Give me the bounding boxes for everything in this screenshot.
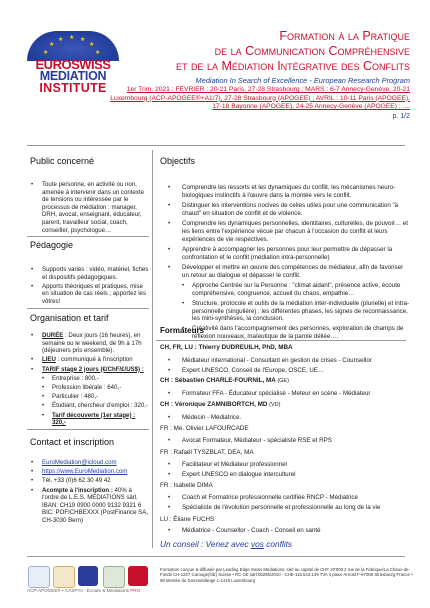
pedagogie-list bbox=[28, 266, 150, 307]
trainer-name: LU : Éliane FUCHS bbox=[160, 516, 215, 523]
logo-line-2: MEDIATION bbox=[39, 69, 107, 83]
section-divider bbox=[27, 429, 149, 430]
footer-divider bbox=[27, 556, 405, 557]
list-item: • Coach et Formatrice professionnelle certifiée RNCP - Médiatrice bbox=[160, 494, 410, 502]
trainer-name-text: CH : Sébastien CHARLE-FOURNIL, MA bbox=[160, 377, 276, 384]
website-link[interactable]: https://www.EuroMediation.com bbox=[42, 468, 128, 476]
public-list bbox=[28, 181, 150, 236]
trainer-canton: (VD) bbox=[269, 402, 281, 408]
objectifs-list bbox=[160, 184, 410, 343]
trainer-details bbox=[160, 437, 410, 447]
list-item: • Développer et mettre en œuvre des compétences de médiateur, afin de favoriser un retour au dialogue et dépasser le conflit. bbox=[160, 264, 410, 280]
list-item: • Apprendre à accompagner les personnes pour leur permettre de dépasser la confrontation et le conflit (médiation intra-personnelle) bbox=[160, 246, 410, 262]
section-divider bbox=[156, 340, 406, 341]
list-item-email bbox=[28, 459, 150, 467]
acompte-text: 40% à l'ordre de L.E.S. MEDIATIONS sàrl. IBAN: CH19 0900 0000 9132 9321 6 BIC: POFICHBEXXX (PostFinance SA, CH-3030 Bern) bbox=[42, 486, 148, 524]
list-item: • Apports théoriques et pratiques, mise en situation de cas réels ; apportez les vôtres! bbox=[28, 283, 150, 306]
list-item: • Expert UNESCO en dialogue interculturel bbox=[160, 471, 410, 479]
tarif-label: TARIF stage 2 jours (€/ChF/£/US$) : bbox=[42, 365, 144, 373]
trainer-name: FR : Rafaël TYSZBLAT, DEA, MA bbox=[160, 449, 254, 456]
trainer-name-text: CH : Véronique ZAMNIBORTCH, MD bbox=[160, 401, 268, 408]
apogee-logo bbox=[53, 566, 75, 588]
acp-logo bbox=[28, 566, 50, 588]
title-line-3: et de la Médiation Intégrative des Conflits bbox=[176, 59, 410, 73]
page-number: p. 1/2 bbox=[392, 113, 410, 120]
mediations-pro-logo bbox=[128, 566, 148, 586]
list-item: • Avocat Formateur, Médiateur - spécialiste RSE et RPS bbox=[160, 437, 410, 445]
list-item-lieu bbox=[28, 356, 150, 364]
list-item: • Comprendre les ressorts et les dynamiques du conflit, les mécanismes neuro-biologiques instinctifs à l'œuvre dans la montée vers le conflit. bbox=[160, 184, 410, 200]
trainer-details bbox=[160, 461, 410, 481]
tarif-decouverte-text: Tarif découverte (1er stage) : 320,- bbox=[52, 411, 136, 427]
acompte-label: Acompte à l'inscription : bbox=[42, 486, 113, 494]
list-item: • Facilitateur et Médiateur professionnel bbox=[160, 461, 410, 469]
title-line-1: Formation à la Pratique bbox=[279, 29, 410, 43]
list-item: • Comprendre les dynamiques personnelles, identitaires, culturelles, de pouvoir… et les liens entre l'expérience vécue par chacun à l'occasion du conflit et leurs expériences de vie respectives. bbox=[160, 220, 410, 243]
duree-label: DURÉE bbox=[42, 332, 64, 339]
caspya-logo bbox=[78, 566, 98, 586]
footer-legal-text: Formation conçue & diffusée par Leading Edge Swiss Mediations, sàrl au capital de CHF 20'000 2 rue de la Fabrique/La Chaux-de-Fonds CH-1227 Carouge(GE) Suisse • RC GE sàrl.05295/2010 - CHE-115.543.149 TVA 4 place Arnold F-67000 Strasbourg France • 58 Montée de Dommeldange L-1419 Luxembourg bbox=[160, 567, 413, 583]
list-item: • Supports variés : vidéo, matériel, fiches et dispositifs pédagogiques. bbox=[28, 266, 150, 281]
trainer-details bbox=[160, 357, 410, 377]
list-subitem: • Approche Centrée sur la Personne : "climat aidant", présence active, écoute compréhensive, congruence, accueil du chaos, empathie… bbox=[160, 282, 410, 298]
list-item-duree bbox=[28, 332, 150, 355]
trainer-canton: (GE) bbox=[277, 378, 289, 384]
tarif-item: • Entreprise : 800,- bbox=[28, 375, 150, 383]
list-subitem: • Créativité dans l'accompagnement des personnes, exploration de champs de réflexion nouveaux, maïeutique de la parole déliée…. bbox=[160, 325, 410, 341]
section-divider bbox=[27, 236, 149, 237]
list-item: • Formateur FFA - Éducateur spécialisé - Meteur en scène - Médiateur bbox=[160, 390, 410, 398]
list-item-acompte bbox=[28, 487, 150, 525]
advice-callout bbox=[160, 539, 292, 549]
trainer-details bbox=[160, 527, 410, 537]
eu-stars-emblem: ★ ★ ★ ★ ★ ★ ★ bbox=[27, 31, 119, 61]
advice-text-c: conflits bbox=[263, 539, 293, 549]
section-title-pedagogie: Pédagogie bbox=[30, 240, 74, 250]
trainer-details bbox=[160, 494, 410, 514]
trainer-name bbox=[160, 377, 289, 385]
tarif-item: • Étudiant, chercheur d'emploi : 320,- bbox=[28, 402, 150, 410]
tarif-item: • Profession libérale : 640,- bbox=[28, 384, 150, 392]
session-dates-text[interactable]: 1er Trim. 2021 : FÉVRIER : 20-21 Paris, 27-28 Strasbourg ; MARS : 6-7 Annecy-Genève, 20-21 Luxembourg (ACP-APOGEE®+A1/7), 27-28 Strasbourg (APOGEE) ; AVRIL : 10-11 Paris (APOGEE), 17-18 Bayonne (APOGEE), 24-25 Annecy-Genève (APOGEE) ; .... bbox=[110, 86, 410, 111]
section-title-contact: Contact et inscription bbox=[30, 437, 115, 447]
lieu-label: LIEU bbox=[42, 356, 56, 364]
tarif-item: • Particulier : 480,- bbox=[28, 393, 150, 401]
section-title-objectifs: Objectifs bbox=[160, 156, 196, 166]
list-item-phone: • Tél. +33 (0)6 62 30 49 42 bbox=[28, 477, 150, 485]
advice-text-a: Un conseil : Venez avec bbox=[160, 539, 252, 549]
list-item-website bbox=[28, 468, 150, 476]
logos-caption: ACP-APOGEE® • CASPYA : Écoute & Médiations PRO bbox=[27, 588, 141, 593]
trainer-name: FR : Me. Olivier LAFOURCADE bbox=[160, 425, 249, 432]
list-item: • Médiatrice - Counsellor - Coach - Conseil en santé bbox=[160, 527, 410, 535]
list-item: • Médiateur international - Consultant en gestion de crises - Counsellor bbox=[160, 357, 410, 365]
section-title-organisation: Organisation et tarif bbox=[30, 313, 109, 323]
title-line-2: de la Communication Compréhensive bbox=[214, 44, 410, 58]
tarif-item-decouverte bbox=[28, 412, 150, 427]
ecoute-logo bbox=[103, 566, 125, 588]
organisation-list bbox=[28, 332, 150, 428]
list-item: • Expert UNESCO, Conseil de l'Europe, OSCE, UE… bbox=[160, 367, 410, 375]
trainer-details bbox=[160, 390, 410, 400]
logo-line-3: INSTITUTE bbox=[39, 81, 107, 95]
trainer-details bbox=[160, 414, 410, 424]
list-item: • Toute personne, en activité ou non, amenée à intervenir dans un contexte de tensions ou intéressée par le processus de médiation : manager, DRH, avocat, enseignant, éducateur, parent, travailleur social, coach, conseiller, psychologue… bbox=[28, 181, 150, 234]
partner-logos bbox=[28, 566, 150, 588]
trainer-name: FR : Isabelle DIMA bbox=[160, 482, 213, 489]
duree-text: : Deux jours (16 heures), en semaine ou le weekend, de 9h à 17h (déjeuners pris ensemble). bbox=[42, 332, 142, 355]
page-subtitle: Mediation In Search of Excellence - European Research Program bbox=[195, 76, 410, 85]
page-title bbox=[140, 29, 410, 74]
trainer-name: CH, FR, LU : Thierry DUDREUILH, PhD, MBA bbox=[160, 344, 293, 351]
contact-list bbox=[28, 459, 150, 526]
list-subitem: • Structure, protocole et outils de la médiation inter-individuelle (plurielle) et intra-personnelle (singulière) : les différentes phases, les signes de reconnaissance, les mini-synthèses, la conclusion. bbox=[160, 300, 410, 323]
list-item: • Médecin - Médiatrice. bbox=[160, 414, 410, 422]
column-divider bbox=[152, 150, 153, 548]
list-item: • Distinguer les interventions nocives de celles utiles pour une communication "à chaud" en situation de conflit et de violence. bbox=[160, 202, 410, 218]
list-item: • Spécialiste de l'évolution personnelle et professionnelle au long de la vie bbox=[160, 504, 410, 512]
advice-text-b: vos bbox=[251, 539, 264, 549]
section-title-public: Public concerné bbox=[30, 156, 95, 166]
list-item-tarif bbox=[28, 366, 150, 374]
section-divider bbox=[27, 308, 149, 309]
section-title-formateurs: Formateurs bbox=[160, 326, 205, 335]
logo-line-1: EUROSWISS bbox=[35, 57, 111, 72]
trainer-name bbox=[160, 401, 280, 409]
session-dates[interactable] bbox=[100, 86, 410, 112]
lieu-text: : communiqué à l'inscription bbox=[55, 356, 133, 364]
email-link[interactable]: EuroMediation@icloud.com bbox=[42, 459, 117, 466]
header-divider bbox=[27, 145, 405, 146]
